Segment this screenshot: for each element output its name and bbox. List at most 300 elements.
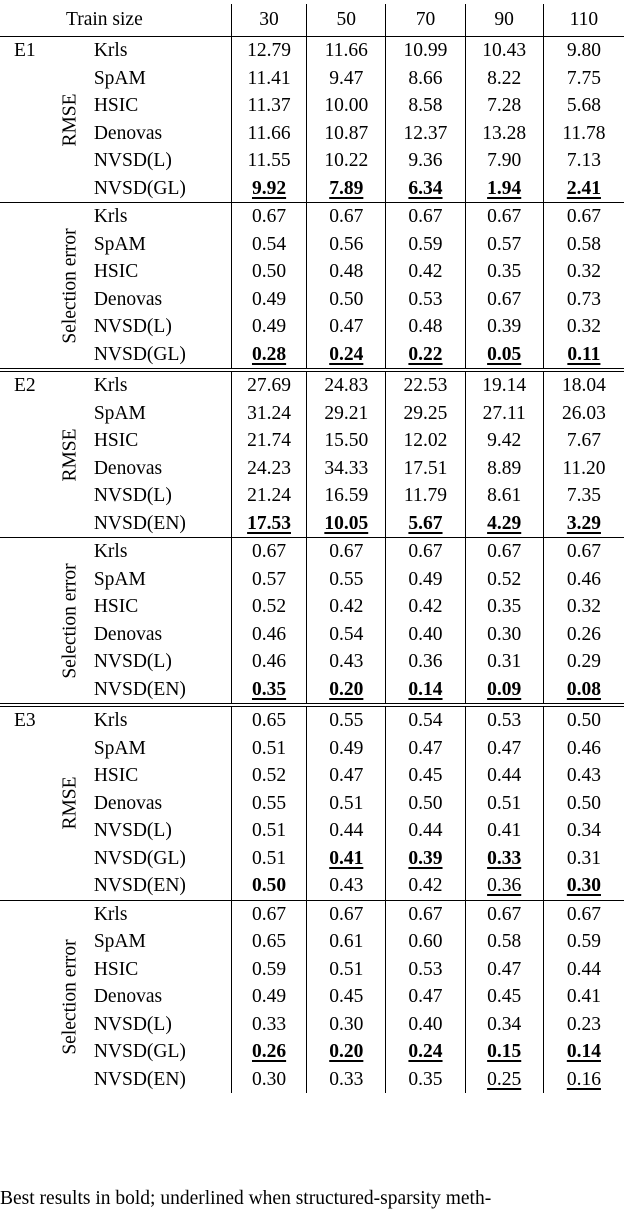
value-cell bbox=[543, 648, 624, 676]
value-text: 0.51 bbox=[251, 820, 287, 841]
table-row bbox=[0, 313, 624, 341]
table-row bbox=[0, 231, 624, 259]
value-cell bbox=[465, 400, 543, 428]
value-cell bbox=[543, 313, 624, 341]
value-cell bbox=[307, 400, 386, 428]
header-size-70: 70 bbox=[386, 4, 465, 37]
value-cell bbox=[465, 92, 543, 120]
value-cell bbox=[386, 762, 465, 790]
value-cell bbox=[465, 147, 543, 175]
value-cell bbox=[465, 341, 543, 371]
value-cell bbox=[231, 956, 306, 984]
method-name: SpAM bbox=[93, 67, 146, 89]
value-text: 0.47 bbox=[408, 986, 443, 1007]
table-row bbox=[0, 510, 624, 538]
value-text: 0.60 bbox=[408, 931, 443, 952]
method-name: SpAM bbox=[93, 402, 146, 424]
value-text: 0.53 bbox=[408, 288, 443, 310]
method-name: NVSD(EN) bbox=[93, 678, 186, 700]
value-cell bbox=[543, 538, 624, 566]
value-cell bbox=[231, 400, 306, 428]
header-row bbox=[0, 4, 624, 37]
value-text: 15.50 bbox=[324, 430, 369, 451]
value-cell bbox=[465, 427, 543, 455]
metric-label: Selection error bbox=[59, 939, 81, 1055]
value-cell bbox=[465, 705, 543, 735]
value-text: 9.92 bbox=[251, 177, 287, 199]
value-text: 0.49 bbox=[408, 568, 443, 590]
value-cell bbox=[465, 203, 543, 231]
value-text: 0.67 bbox=[329, 541, 364, 562]
table-row bbox=[0, 956, 624, 984]
value-cell bbox=[465, 175, 543, 203]
value-text: 0.40 bbox=[408, 623, 443, 645]
table-row bbox=[0, 648, 624, 676]
table-row bbox=[0, 370, 624, 400]
results-table bbox=[0, 4, 624, 1093]
value-cell bbox=[543, 676, 624, 706]
method-name: NVSD(EN) bbox=[93, 875, 186, 896]
value-cell bbox=[231, 621, 306, 649]
value-text: 0.45 bbox=[408, 765, 443, 786]
value-text: 0.55 bbox=[329, 710, 364, 731]
value-cell bbox=[465, 928, 543, 956]
value-cell bbox=[465, 676, 543, 706]
value-text: 0.46 bbox=[566, 737, 601, 759]
value-text: 0.42 bbox=[408, 875, 443, 896]
value-cell bbox=[465, 65, 543, 93]
table-row bbox=[0, 203, 624, 231]
value-cell bbox=[231, 286, 306, 314]
value-cell bbox=[386, 676, 465, 706]
value-text: 0.32 bbox=[566, 596, 601, 617]
table-row bbox=[0, 762, 624, 790]
value-cell bbox=[543, 370, 624, 400]
header-size-50: 50 bbox=[307, 4, 386, 37]
method-name: HSIC bbox=[93, 596, 139, 617]
value-cell bbox=[386, 983, 465, 1011]
experiment-group-label: E3 bbox=[0, 705, 48, 900]
value-text: 7.35 bbox=[566, 485, 601, 506]
value-text: 26.03 bbox=[561, 402, 606, 424]
value-text: 10.22 bbox=[324, 150, 369, 171]
table-row bbox=[0, 566, 624, 594]
value-text: 0.34 bbox=[487, 1013, 522, 1035]
value-cell bbox=[386, 1011, 465, 1039]
table-row bbox=[0, 845, 624, 873]
table-row bbox=[0, 341, 624, 371]
value-text: 0.26 bbox=[566, 623, 601, 645]
experiment-group-label bbox=[0, 538, 48, 706]
value-text: 0.41 bbox=[566, 986, 601, 1007]
value-cell bbox=[543, 175, 624, 203]
value-text: 0.39 bbox=[408, 847, 443, 869]
value-text: 0.34 bbox=[566, 820, 601, 841]
metric-label-cell bbox=[48, 370, 93, 538]
value-cell bbox=[307, 510, 386, 538]
value-cell bbox=[231, 370, 306, 400]
value-text: 7.13 bbox=[566, 150, 601, 171]
value-text: 0.09 bbox=[487, 678, 522, 700]
method-name: Krls bbox=[93, 900, 232, 928]
method-name: NVSD(EN) bbox=[93, 512, 186, 534]
method-name: Denovas bbox=[93, 986, 163, 1007]
value-cell bbox=[386, 735, 465, 763]
value-cell bbox=[231, 203, 306, 231]
metric-label: RMSE bbox=[59, 92, 81, 147]
value-text: 0.30 bbox=[487, 623, 522, 645]
value-cell bbox=[386, 147, 465, 175]
value-cell bbox=[386, 482, 465, 510]
table-row bbox=[0, 120, 624, 148]
value-cell bbox=[543, 258, 624, 286]
table-row bbox=[0, 676, 624, 706]
value-cell bbox=[231, 566, 306, 594]
value-cell bbox=[386, 258, 465, 286]
value-text: 0.08 bbox=[566, 678, 601, 700]
value-cell bbox=[386, 872, 465, 900]
value-text: 0.45 bbox=[487, 986, 522, 1007]
value-cell bbox=[231, 341, 306, 371]
value-text: 0.25 bbox=[487, 1068, 522, 1090]
method-name: NVSD(L) bbox=[93, 651, 172, 672]
value-cell bbox=[465, 1038, 543, 1066]
table-row bbox=[0, 872, 624, 900]
table-row bbox=[0, 621, 624, 649]
value-cell bbox=[543, 92, 624, 120]
value-cell bbox=[543, 735, 624, 763]
value-cell bbox=[386, 593, 465, 621]
method-name: NVSD(L) bbox=[93, 150, 172, 171]
value-cell bbox=[465, 455, 543, 483]
value-text: 0.32 bbox=[566, 316, 601, 337]
value-text: 11.66 bbox=[247, 122, 291, 144]
table-row bbox=[0, 37, 624, 65]
table-row bbox=[0, 258, 624, 286]
value-text: 12.02 bbox=[403, 430, 448, 451]
value-cell bbox=[386, 566, 465, 594]
value-cell bbox=[231, 790, 306, 818]
value-cell bbox=[465, 510, 543, 538]
value-text: 8.22 bbox=[487, 67, 522, 89]
value-cell bbox=[307, 928, 386, 956]
value-cell bbox=[231, 1011, 306, 1039]
value-text: 5.67 bbox=[408, 512, 443, 534]
value-text: 0.67 bbox=[251, 903, 287, 925]
value-cell bbox=[543, 621, 624, 649]
metric-label-cell bbox=[48, 538, 93, 706]
value-cell bbox=[465, 120, 543, 148]
value-cell bbox=[231, 1038, 306, 1066]
value-text: 13.28 bbox=[482, 122, 527, 144]
value-text: 0.35 bbox=[487, 596, 522, 617]
value-cell bbox=[307, 427, 386, 455]
value-text: 0.67 bbox=[408, 206, 443, 227]
value-text: 2.41 bbox=[566, 177, 601, 199]
value-text: 0.51 bbox=[329, 958, 364, 980]
table-row bbox=[0, 286, 624, 314]
value-cell bbox=[543, 400, 624, 428]
value-cell bbox=[543, 900, 624, 928]
value-cell bbox=[231, 92, 306, 120]
value-text: 0.57 bbox=[251, 568, 287, 590]
value-cell bbox=[307, 956, 386, 984]
value-cell bbox=[386, 455, 465, 483]
value-text: 0.67 bbox=[251, 541, 287, 562]
value-cell bbox=[231, 231, 306, 259]
value-text: 11.78 bbox=[562, 122, 606, 144]
metric-label-cell bbox=[48, 37, 93, 203]
value-cell bbox=[307, 286, 386, 314]
method-name: Krls bbox=[93, 203, 232, 231]
value-cell bbox=[465, 790, 543, 818]
value-text: 0.67 bbox=[487, 288, 522, 310]
value-cell bbox=[307, 341, 386, 371]
value-text: 0.23 bbox=[566, 1013, 601, 1035]
method-name: NVSD(L) bbox=[93, 820, 172, 841]
value-text: 7.75 bbox=[566, 67, 601, 89]
value-text: 11.66 bbox=[324, 40, 368, 61]
value-text: 11.20 bbox=[562, 457, 606, 479]
value-cell bbox=[307, 593, 386, 621]
value-cell bbox=[231, 147, 306, 175]
metric-label: Selection error bbox=[59, 562, 81, 679]
value-text: 0.47 bbox=[329, 316, 364, 337]
value-text: 1.94 bbox=[487, 177, 522, 199]
value-cell bbox=[386, 427, 465, 455]
value-text: 0.44 bbox=[566, 958, 601, 980]
value-text: 0.49 bbox=[251, 986, 287, 1007]
value-cell bbox=[307, 705, 386, 735]
value-cell bbox=[307, 621, 386, 649]
value-text: 0.67 bbox=[329, 903, 364, 925]
value-cell bbox=[307, 900, 386, 928]
table-row bbox=[0, 455, 624, 483]
value-cell bbox=[231, 872, 306, 900]
value-text: 0.44 bbox=[329, 820, 364, 841]
value-text: 0.31 bbox=[487, 651, 522, 672]
value-cell bbox=[543, 1066, 624, 1094]
method-name: Denovas bbox=[93, 623, 163, 645]
value-cell bbox=[465, 956, 543, 984]
value-cell bbox=[307, 120, 386, 148]
value-cell bbox=[543, 566, 624, 594]
value-cell bbox=[307, 92, 386, 120]
method-name: NVSD(EN) bbox=[93, 1068, 186, 1090]
value-cell bbox=[543, 65, 624, 93]
value-cell bbox=[231, 538, 306, 566]
value-cell bbox=[231, 735, 306, 763]
value-cell bbox=[231, 762, 306, 790]
value-text: 0.42 bbox=[408, 261, 443, 282]
value-text: 0.49 bbox=[251, 288, 287, 310]
value-cell bbox=[386, 120, 465, 148]
value-cell bbox=[465, 231, 543, 259]
value-text: 0.42 bbox=[329, 596, 364, 617]
value-cell bbox=[307, 65, 386, 93]
value-cell bbox=[465, 538, 543, 566]
value-cell bbox=[465, 845, 543, 873]
value-cell bbox=[231, 676, 306, 706]
method-name: HSIC bbox=[93, 430, 139, 451]
value-text: 7.89 bbox=[329, 177, 364, 199]
experiment-group-label bbox=[0, 900, 48, 1093]
value-text: 0.51 bbox=[487, 792, 522, 814]
method-name: NVSD(GL) bbox=[93, 847, 186, 869]
method-name: NVSD(L) bbox=[93, 316, 172, 337]
value-cell bbox=[543, 120, 624, 148]
value-cell bbox=[231, 37, 306, 65]
value-text: 9.47 bbox=[329, 67, 364, 89]
metric-label-cell bbox=[48, 705, 93, 900]
value-text: 0.36 bbox=[408, 651, 443, 672]
value-cell bbox=[386, 510, 465, 538]
value-text: 0.67 bbox=[329, 206, 364, 227]
value-text: 0.54 bbox=[251, 233, 287, 255]
value-text: 0.58 bbox=[566, 233, 601, 255]
experiment-group-label: E1 bbox=[0, 37, 48, 203]
value-text: 0.50 bbox=[408, 792, 443, 814]
value-text: 8.89 bbox=[487, 457, 522, 479]
metric-label: RMSE bbox=[59, 427, 81, 482]
value-text: 0.14 bbox=[566, 1041, 601, 1062]
value-text: 0.67 bbox=[408, 541, 443, 562]
table-row bbox=[0, 593, 624, 621]
value-text: 0.45 bbox=[329, 986, 364, 1007]
header-size-90: 90 bbox=[465, 4, 543, 37]
value-cell bbox=[307, 648, 386, 676]
value-cell bbox=[465, 648, 543, 676]
table-row bbox=[0, 175, 624, 203]
value-cell bbox=[231, 928, 306, 956]
value-cell bbox=[386, 370, 465, 400]
value-text: 0.53 bbox=[408, 958, 443, 980]
value-cell bbox=[386, 341, 465, 371]
experiment-group-label: E2 bbox=[0, 370, 48, 538]
value-cell bbox=[231, 845, 306, 873]
value-text: 0.22 bbox=[408, 343, 443, 365]
value-cell bbox=[465, 762, 543, 790]
value-text: 9.36 bbox=[408, 150, 443, 171]
value-cell bbox=[231, 175, 306, 203]
value-cell bbox=[307, 231, 386, 259]
value-cell bbox=[543, 705, 624, 735]
value-cell bbox=[543, 956, 624, 984]
value-cell bbox=[465, 621, 543, 649]
value-text: 0.36 bbox=[487, 875, 522, 896]
value-text: 0.47 bbox=[487, 958, 522, 980]
value-text: 0.67 bbox=[566, 541, 601, 562]
value-cell bbox=[307, 482, 386, 510]
value-text: 16.59 bbox=[324, 485, 369, 506]
value-cell bbox=[231, 120, 306, 148]
value-cell bbox=[307, 1066, 386, 1094]
method-name: NVSD(GL) bbox=[93, 177, 186, 199]
value-text: 0.05 bbox=[487, 343, 522, 365]
value-text: 0.24 bbox=[408, 1041, 443, 1062]
table-row bbox=[0, 427, 624, 455]
value-text: 0.30 bbox=[329, 1013, 364, 1035]
value-text: 0.41 bbox=[329, 847, 364, 869]
value-cell bbox=[386, 705, 465, 735]
value-cell bbox=[465, 566, 543, 594]
value-cell bbox=[465, 286, 543, 314]
value-cell bbox=[386, 648, 465, 676]
value-cell bbox=[231, 817, 306, 845]
value-cell bbox=[231, 510, 306, 538]
value-cell bbox=[386, 621, 465, 649]
value-cell bbox=[231, 705, 306, 735]
value-text: 0.26 bbox=[251, 1041, 287, 1062]
value-cell bbox=[543, 593, 624, 621]
method-name: Krls bbox=[93, 538, 232, 566]
value-text: 0.67 bbox=[566, 206, 601, 227]
value-text: 0.43 bbox=[329, 875, 364, 896]
value-cell bbox=[307, 313, 386, 341]
value-text: 0.49 bbox=[329, 737, 364, 759]
value-cell bbox=[231, 900, 306, 928]
value-text: 11.37 bbox=[247, 95, 291, 116]
value-text: 9.42 bbox=[487, 430, 522, 451]
results-table-body bbox=[0, 4, 624, 1093]
method-name: HSIC bbox=[93, 958, 139, 980]
value-text: 0.52 bbox=[251, 765, 287, 786]
value-cell bbox=[307, 983, 386, 1011]
value-cell bbox=[307, 817, 386, 845]
value-cell bbox=[543, 286, 624, 314]
value-cell bbox=[465, 258, 543, 286]
value-text: 7.67 bbox=[566, 430, 601, 451]
table-row bbox=[0, 705, 624, 735]
value-text: 0.32 bbox=[566, 261, 601, 282]
value-cell bbox=[543, 482, 624, 510]
value-text: 8.66 bbox=[408, 67, 443, 89]
method-name: SpAM bbox=[93, 737, 146, 759]
value-text: 3.29 bbox=[566, 512, 601, 534]
value-text: 0.47 bbox=[487, 737, 522, 759]
value-cell bbox=[307, 845, 386, 873]
value-cell bbox=[386, 313, 465, 341]
value-cell bbox=[543, 427, 624, 455]
metric-label: Selection error bbox=[59, 227, 81, 344]
experiment-group-label bbox=[0, 203, 48, 371]
table-row bbox=[0, 1011, 624, 1039]
value-text: 0.42 bbox=[408, 596, 443, 617]
value-text: 0.54 bbox=[329, 623, 364, 645]
value-text: 0.50 bbox=[251, 875, 287, 896]
value-text: 0.40 bbox=[408, 1013, 443, 1035]
value-cell bbox=[465, 593, 543, 621]
value-text: 0.67 bbox=[408, 903, 443, 925]
table-row bbox=[0, 482, 624, 510]
value-cell bbox=[307, 566, 386, 594]
value-cell bbox=[543, 231, 624, 259]
value-cell bbox=[465, 735, 543, 763]
value-text: 0.57 bbox=[487, 233, 522, 255]
value-text: 0.20 bbox=[329, 678, 364, 700]
value-cell bbox=[307, 1011, 386, 1039]
value-text: 12.37 bbox=[403, 122, 448, 144]
table-row bbox=[0, 1066, 624, 1094]
value-cell bbox=[543, 1011, 624, 1039]
value-cell bbox=[465, 817, 543, 845]
value-text: 0.54 bbox=[408, 710, 443, 731]
value-cell bbox=[231, 455, 306, 483]
value-text: 0.61 bbox=[329, 931, 364, 952]
value-cell bbox=[307, 37, 386, 65]
value-text: 10.00 bbox=[324, 95, 369, 116]
value-cell bbox=[307, 676, 386, 706]
